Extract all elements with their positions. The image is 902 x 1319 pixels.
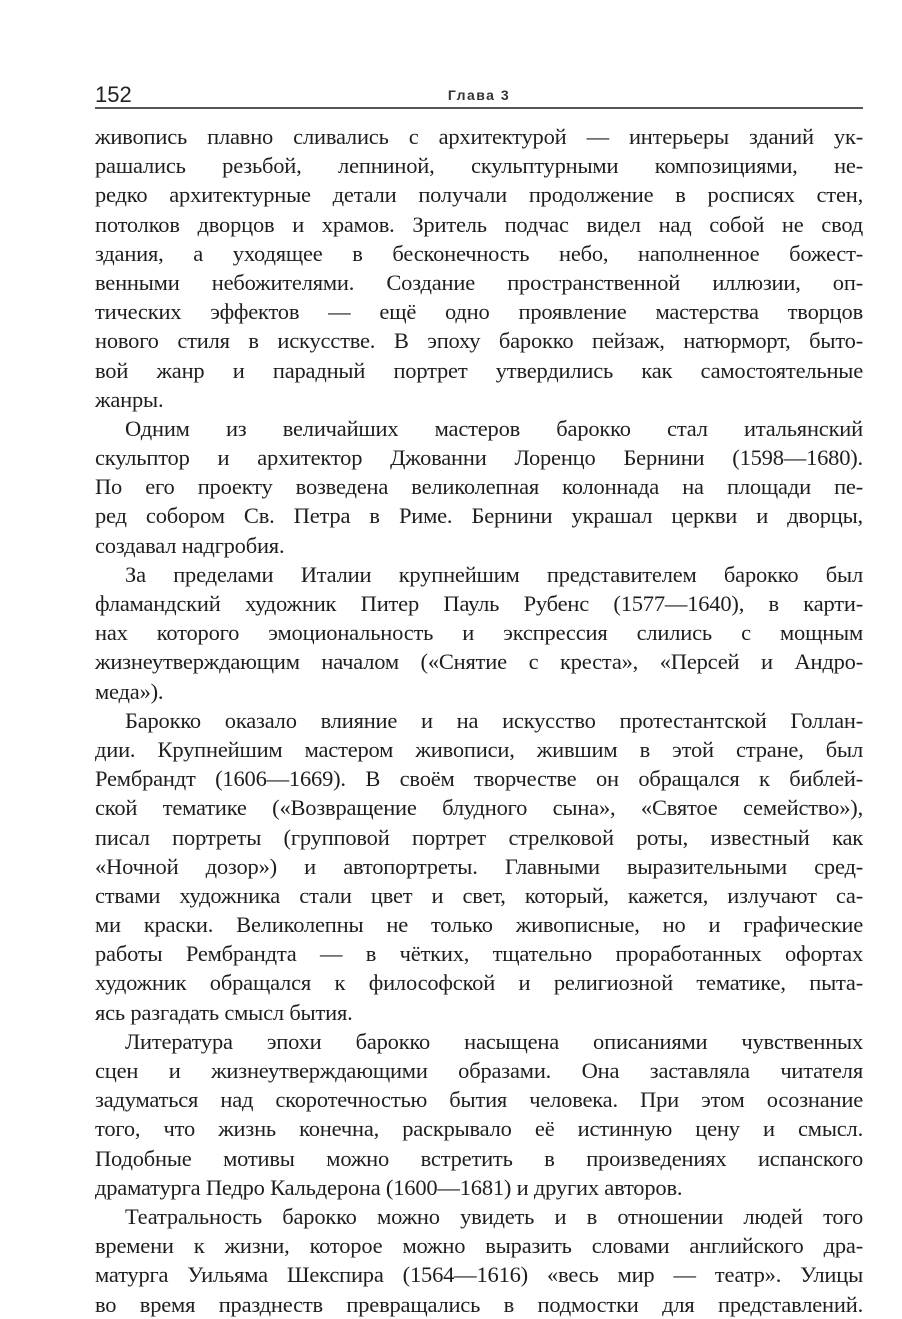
text-line: скульптор и архитектор Джованни Лоренцо Бернини (1598—1680). (95, 445, 863, 471)
text-line: ясь разгадать смысл бытия. (95, 999, 353, 1025)
text-line: дии. Крупнейшим мастером живописи, жившим в этой стране, был (95, 736, 863, 762)
text-line: потолков дворцов и храмов. Зритель подчас видел над собой не свод (95, 211, 863, 237)
paragraph (95, 122, 863, 414)
text-line: нового стиля в искусстве. В эпоху барокко пейзаж, натюрморт, быто- (95, 328, 863, 354)
paragraph (95, 1202, 863, 1319)
text-line: драматурга Педро Кальдерона (1600—1681) и других авторов. (95, 1174, 683, 1200)
text-line: Рембрандт (1606—1669). В своём творчестве он обращался к библей- (95, 766, 863, 792)
chapter-title: Глава 3 (447, 87, 511, 103)
text-line: создавал надгробия. (95, 532, 285, 558)
text-line: матурга Уильяма Шекспира (1564—1616) «весь мир — театр». Улицы (95, 1262, 863, 1288)
header-rule (95, 107, 863, 109)
paragraph (95, 1027, 863, 1202)
text-line: тических эффектов — ещё одно проявление мастерства творцов (95, 299, 863, 325)
text-line: времени к жизни, которое можно выразить словами английского дра- (95, 1233, 863, 1259)
text-line: нах которого эмоциональность и экспрессия слились с мощным (95, 620, 863, 646)
page-body (95, 122, 863, 1319)
text-line: меда»). (95, 678, 164, 704)
text-line: здания, а уходящее в бесконечность небо, наполненное божест- (95, 240, 863, 266)
text-line: За пределами Италии крупнейшим представителем барокко был (125, 561, 863, 587)
text-line: ми краски. Великолепны не только живописные, но и графические (95, 912, 863, 938)
text-line: «Ночной дозор») и автопортреты. Главными выразительными сред- (95, 853, 863, 879)
text-line: Театральность барокко можно увидеть и в отношении людей того (125, 1203, 863, 1229)
text-line: ред собором Св. Петра в Риме. Бернини украшал церкви и дворцы, (95, 503, 863, 529)
running-header (95, 82, 863, 106)
text-line: фламандский художник Питер Пауль Рубенс (1577—1640), в карти- (95, 591, 863, 616)
text-line: Литература эпохи барокко насыщена описаниями чувственных (125, 1028, 863, 1054)
text-line: того, что жизнь конечна, раскрывало её истинную цену и смысл. (95, 1116, 863, 1142)
text-line: писал портреты (групповой портрет стрелковой роты, известный как (95, 824, 863, 850)
text-line: рашались резьбой, лепниной, скульптурными композициями, не- (95, 153, 863, 179)
text-line: жизнеутверждающим началом («Снятие с креста», «Персей и Андро- (95, 649, 863, 675)
text-line: вой жанр и парадный портрет утвердились как самостоятельные (95, 357, 863, 383)
text-line: Одним из величайших мастеров барокко стал итальянский (125, 415, 863, 441)
paragraph (95, 414, 863, 560)
text-line: жанры. (95, 386, 164, 412)
text-line: ствами художника стали цвет и свет, который, кажется, излучают са- (95, 882, 863, 908)
text-line: живопись плавно сливались с архитектурой — интерьеры зданий ук- (95, 124, 863, 149)
paragraph (95, 560, 863, 706)
text-line: Барокко оказало влияние и на искусство протестантской Голлан- (125, 707, 863, 733)
text-line: во время празднеств превращались в подмостки для представлений. (95, 1291, 863, 1317)
text-line: венными небожителями. Создание пространственной иллюзии, оп- (95, 269, 863, 295)
text-line: Подобные мотивы можно встретить в произведениях испанского (95, 1145, 863, 1171)
text-line: ской тематике («Возвращение блудного сына», «Святое семейство»), (95, 795, 863, 821)
page-number: 152 (95, 82, 132, 107)
text-line: По его проекту возведена великолепная колоннада на площади пе- (95, 474, 863, 500)
text-line: задуматься над скоротечностью бытия человека. При этом осознание (95, 1087, 863, 1113)
paragraph (95, 706, 863, 1027)
text-line: сцен и жизнеутверждающими образами. Она заставляла читателя (95, 1058, 863, 1083)
text-line: работы Рембрандта — в чётких, тщательно проработанных офортах (95, 941, 863, 967)
text-line: редко архитектурные детали получали продолжение в росписях стен, (95, 182, 863, 208)
text-line: художник обращался к философской и религиозной тематике, пыта- (95, 970, 863, 996)
